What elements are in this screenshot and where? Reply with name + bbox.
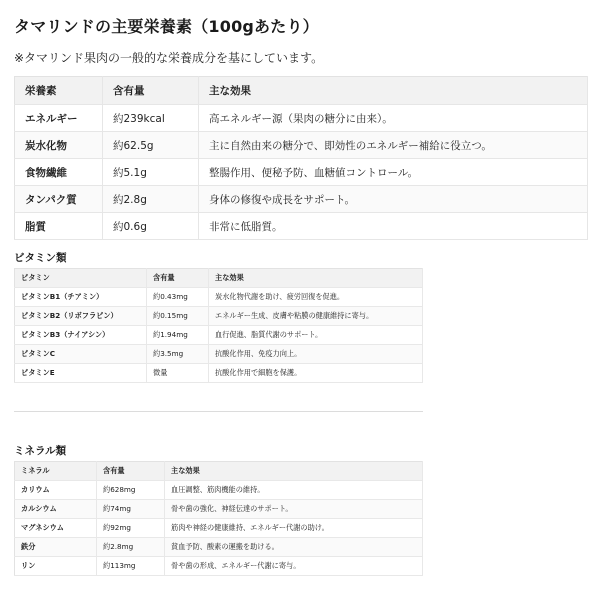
header-cell-vitamin: ビタミン <box>15 269 147 288</box>
table-row <box>15 538 423 557</box>
table-row <box>15 557 423 576</box>
header-cell-mineral: ミネラル <box>15 462 97 481</box>
nutrient-name: 炭水化物 <box>15 132 103 159</box>
vitamin-amount: 約1.94mg <box>147 326 209 345</box>
mineral-amount: 約113mg <box>97 557 165 576</box>
nutrient-amount: 約5.1g <box>103 159 199 186</box>
section-divider <box>14 411 423 412</box>
mineral-amount: 約92mg <box>97 519 165 538</box>
nutrient-effect: 身体の修復や成長をサポート。 <box>199 186 588 213</box>
vitamin-name: ビタミンE <box>15 364 147 383</box>
header-cell-amount: 含有量 <box>97 462 165 481</box>
nutrient-amount: 約0.6g <box>103 213 199 240</box>
vitamin-effect: エネルギー生成、皮膚や粘膜の健康維持に寄与。 <box>209 307 423 326</box>
mineral-effect: 骨や歯の形成、エネルギー代謝に寄与。 <box>165 557 423 576</box>
mineral-name: カルシウム <box>15 500 97 519</box>
nutrient-name: 脂質 <box>15 213 103 240</box>
minerals-heading: ミネラル類 <box>14 445 67 457</box>
header-cell-effect: 主な効果 <box>199 77 588 105</box>
table-header-row <box>15 77 588 105</box>
header-cell-effect: 主な効果 <box>165 462 423 481</box>
minerals-table <box>14 461 423 576</box>
vitamin-effect: 炭水化物代謝を助け、疲労回復を促進。 <box>209 288 423 307</box>
nutrient-name: エネルギー <box>15 105 103 132</box>
nutrient-amount: 約62.5g <box>103 132 199 159</box>
vitamin-name: ビタミンB2（リボフラビン） <box>15 307 147 326</box>
vitamin-amount: 約0.15mg <box>147 307 209 326</box>
nutrient-name: タンパク質 <box>15 186 103 213</box>
vitamin-effect: 抗酸化作用で細胞を保護。 <box>209 364 423 383</box>
mineral-name: カリウム <box>15 481 97 500</box>
mineral-effect: 血圧調整、筋肉機能の維持。 <box>165 481 423 500</box>
main-nutrient-table <box>14 76 588 240</box>
mineral-effect: 貧血予防、酸素の運搬を助ける。 <box>165 538 423 557</box>
vitamin-name: ビタミンB3（ナイアシン） <box>15 326 147 345</box>
nutrient-effect: 非常に低脂質。 <box>199 213 588 240</box>
mineral-name: リン <box>15 557 97 576</box>
source-note: ※タマリンド果肉の一般的な栄養成分を基にしています。 <box>14 51 324 65</box>
table-row <box>15 288 423 307</box>
table-row <box>15 481 423 500</box>
mineral-name: 鉄分 <box>15 538 97 557</box>
table-row <box>15 186 588 213</box>
table-header-row <box>15 269 423 288</box>
table-header-row <box>15 462 423 481</box>
table-row <box>15 364 423 383</box>
table-row <box>15 159 588 186</box>
header-cell-amount: 含有量 <box>103 77 199 105</box>
vitamin-amount: 約3.5mg <box>147 345 209 364</box>
table-row <box>15 519 423 538</box>
nutrient-effect: 高エネルギー源（果肉の糖分に由来）。 <box>199 105 588 132</box>
header-cell-effect: 主な効果 <box>209 269 423 288</box>
nutrient-amount: 約239kcal <box>103 105 199 132</box>
table-row <box>15 500 423 519</box>
table-row <box>15 132 588 159</box>
nutrient-effect: 主に自然由来の糖分で、即効性のエネルギー補給に役立つ。 <box>199 132 588 159</box>
mineral-amount: 約74mg <box>97 500 165 519</box>
table-row <box>15 307 423 326</box>
mineral-amount: 約2.8mg <box>97 538 165 557</box>
nutrient-amount: 約2.8g <box>103 186 199 213</box>
table-row <box>15 326 423 345</box>
header-cell-nutrient: 栄養素 <box>15 77 103 105</box>
vitamin-name: ビタミンB1（チアミン） <box>15 288 147 307</box>
mineral-effect: 筋肉や神経の健康維持、エネルギー代謝の助け。 <box>165 519 423 538</box>
mineral-name: マグネシウム <box>15 519 97 538</box>
vitamin-amount: 微量 <box>147 364 209 383</box>
mineral-effect: 骨や歯の強化、神経伝達のサポート。 <box>165 500 423 519</box>
table-row <box>15 105 588 132</box>
mineral-amount: 約628mg <box>97 481 165 500</box>
vitamins-heading: ビタミン類 <box>14 252 67 264</box>
vitamin-effect: 血行促進、脂質代謝のサポート。 <box>209 326 423 345</box>
page-title: タマリンドの主要栄養素（100gあたり） <box>14 17 319 36</box>
header-cell-amount: 含有量 <box>147 269 209 288</box>
vitamin-amount: 約0.43mg <box>147 288 209 307</box>
vitamins-table <box>14 268 423 383</box>
nutrient-name: 食物繊維 <box>15 159 103 186</box>
nutrient-effect: 整腸作用、便秘予防、血糖値コントロール。 <box>199 159 588 186</box>
table-row <box>15 345 423 364</box>
vitamin-name: ビタミンC <box>15 345 147 364</box>
vitamin-effect: 抗酸化作用、免疫力向上。 <box>209 345 423 364</box>
table-row <box>15 213 588 240</box>
